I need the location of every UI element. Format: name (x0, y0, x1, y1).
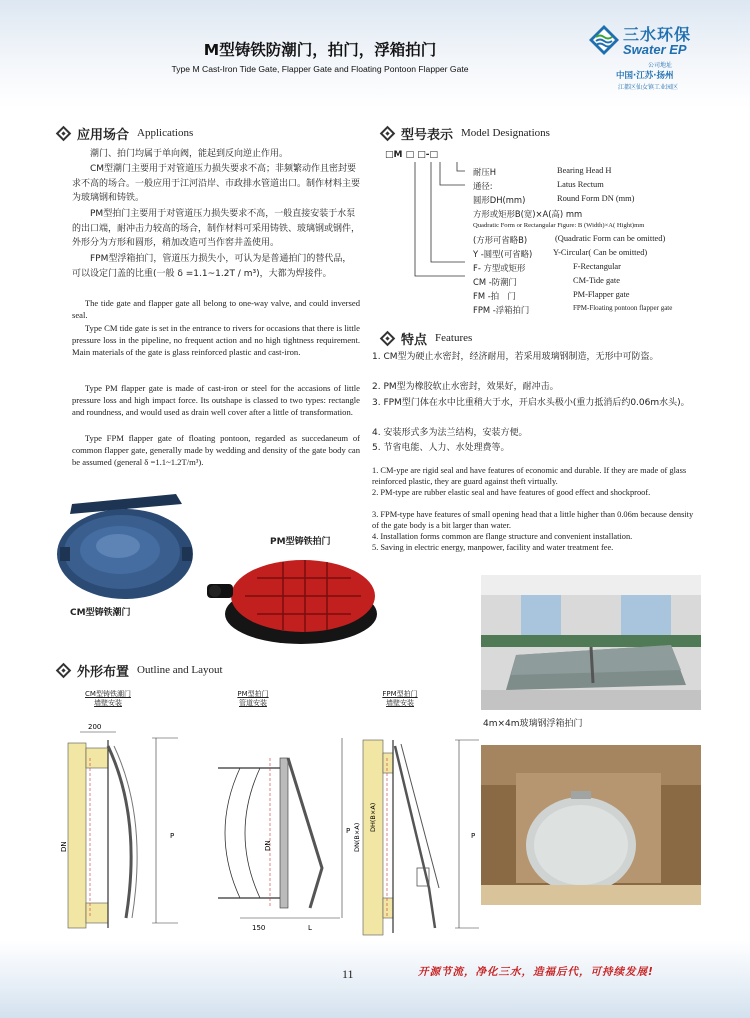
cm-dim-dn: DN (60, 841, 68, 852)
installed-gate-photo (481, 745, 701, 905)
app-para-cn-4: FPM型浮箱拍门，管道压力损失小，可认为是普通拍门的替代品，可以设定门盖的比重(一般 δ =1.1~1.2T / m³)，大都为焊接件。 (72, 254, 352, 279)
feature-en-2: 2. PM-type are rubber elastic seal and have features of good effect and shockproof. (372, 488, 651, 497)
model-row-11-cn: FPM -浮箱拍门 (473, 305, 530, 315)
frp-gate-photo (481, 575, 701, 710)
model-row-9-en: CM-Tide gate (573, 276, 620, 285)
model-code: □M □ □-□ (385, 150, 438, 160)
app-para-en-3: Type PM flapper gate is made of cast-iron or steel for the accasions of little pressure loss and high impact force. Its outshape is classed to two types: rectangle and roundness, and would used as drain well cover after a little of transformation. (72, 383, 360, 417)
drawing-2-label (213, 690, 293, 708)
feature-en-1: 1. CM-ype are rigid seal and have features of economic and durable. If they are made of glass reinforced plastic, they are guard against theft virtually. (372, 466, 687, 486)
feature-cn-3: 3. FPM型门体在水中比重稍大于水，开启水头极小(重力抵消后约0.06m水头)。 (372, 398, 690, 408)
diamond-icon (56, 662, 72, 678)
diamond-icon (56, 125, 72, 141)
pm-dim-l: L (308, 924, 312, 932)
section-title-cn: 特点 (401, 332, 428, 348)
model-row-2-en: Latus Rectum (557, 180, 604, 189)
model-row-1-cn: 耐压H (473, 167, 497, 177)
cm-gate-caption: CM型铸铁潮门 (70, 608, 131, 618)
page-subtitle: Type M Cast-Iron Tide Gate, Flapper Gate and Floating Pontoon Flapper Gate (171, 64, 469, 74)
drawing-2-title: PM型拍门 (237, 690, 269, 698)
section-title-en: Outline and Layout (137, 664, 223, 676)
logo-address-detail: 江都区仙女镇工业园区 (618, 84, 679, 91)
drawing-3-title: FPM型拍门 (382, 690, 418, 698)
model-row-6-en: (Quadratic Form can be omitted) (555, 234, 666, 243)
footer-slogan: 开源节流，净化三水，造福后代，可持续发展! (418, 966, 654, 978)
model-row-10-en: PM-Flapper gate (573, 290, 630, 299)
cm-gate-drawing (60, 718, 200, 938)
model-designation-diagram (385, 150, 715, 325)
drawing-3-subtitle: 墙壁安装 (386, 699, 414, 707)
model-row-4-cn: 方形或矩形B(宽)×A(高) mm (473, 209, 583, 219)
logo-name-cn: 三水环保 (623, 25, 692, 44)
logo-address-region: 中国·江苏·扬州 (616, 71, 674, 81)
model-row-3-cn: 圆形DH(mm) (473, 195, 526, 205)
cm-gate-photo (50, 492, 200, 607)
logo-address-label: 公司地址 (648, 62, 673, 69)
drawing-1-title: CM型铸铁潮门 (85, 690, 131, 698)
drawing-1-label (68, 690, 148, 708)
cm-dim-p: P (170, 832, 175, 840)
section-applications-heading (58, 125, 193, 141)
model-row-3-en: Round Form DN (mm) (557, 194, 635, 203)
fpm-dim-dh: DH(B×A) (369, 802, 377, 832)
logo-icon (588, 24, 620, 56)
section-title-en: Applications (137, 127, 194, 139)
app-para-cn-1: 潮门、拍门均属于单向阀，能起到反向逆止作用。 (90, 149, 289, 159)
section-title-cn: 外形布置 (77, 664, 130, 680)
fpm-gate-drawing (355, 718, 495, 938)
feature-cn-2: 2. PM型为橡胶软止水密封，效果好，耐冲击。 (372, 382, 559, 392)
app-para-cn-3: PM型拍门主要用于对管道压力损失要求不高，一般直接安装于水泵的出口端，耐冲击力较高的场合，制作材料可采用铸铁、玻璃钢或钢件，外形分为方形和圆形，稍加改造可当作窖井盖使用。 (72, 209, 361, 248)
page-title: M型铸铁防潮门，拍门，浮箱拍门 (203, 41, 437, 59)
pm-gate-caption: PM型铸铁拍门 (270, 537, 331, 547)
diamond-icon (380, 125, 396, 141)
model-row-7-en: Y-Circular( Can be omitted) (553, 248, 648, 257)
feature-en-3: 3. FPM-type have features of small opening head that a little higher than 0.06m because density of the gate body is a bit larger than water. (372, 510, 694, 530)
pm-dim-p: P (346, 827, 351, 835)
drawing-2-subtitle: 管道安装 (239, 699, 267, 707)
app-para-en-1: The tide gate and flapper gate all belong to one-way valve, and could inversed seal. (72, 298, 360, 320)
diamond-icon (380, 330, 396, 346)
section-features-heading (382, 330, 472, 346)
section-title-cn: 型号表示 (401, 127, 454, 143)
app-para-en-4: Type FPM flapper gate of floating pontoon, regarded as succedaneum of common flapper gate, generally made by wedding and density of the gate body can be assumed (general δ =1.1~1.2T/m³). (72, 433, 360, 467)
model-row-5: Quadratic Form or Rectangular Figure: B (Width)×A( Hight)mm (473, 222, 645, 229)
feature-en-5: 5. Saving in electric energy, manpower, facility and water treatment fee. (372, 543, 614, 552)
page-number: 11 (342, 967, 354, 981)
pm-gate-drawing (200, 718, 360, 938)
fpm-dim-dn: DN(B×A) (353, 822, 361, 852)
model-row-2-cn: 通径: (473, 181, 493, 191)
pm-dim-dn: DN (264, 840, 272, 851)
logo-name-en: Swater EP (623, 42, 687, 57)
feature-en-4: 4. Installation forms common are flange structure and convenient installation. (372, 532, 633, 541)
model-row-11-en: FPM-Floating pontoon flapper gate (573, 304, 673, 312)
page-footer (0, 940, 750, 1018)
model-row-1-en: Bearing Head H (557, 166, 612, 175)
company-logo (588, 22, 738, 100)
model-row-7-cn: Y -圆型(可省略) (473, 249, 533, 259)
section-title-cn: 应用场合 (77, 127, 130, 143)
model-row-9-cn: CM -防潮门 (473, 277, 517, 287)
fpm-dim-p: P (471, 832, 476, 840)
drawing-1-subtitle: 墙壁安装 (94, 699, 122, 707)
frp-gate-caption: 4m×4m玻璃钢浮箱拍门 (483, 719, 583, 729)
cm-dim-200: 200 (88, 723, 102, 731)
app-para-en-2: Type CM tide gate is set in the entrance to rivers for occasions that there is little pressure loss in the pipeline, no frequent action and no high tightness requirement. Main materials of the gate is glass reinforced plastic and cast-iron. (72, 323, 360, 357)
pm-gate-photo (205, 548, 380, 648)
section-title-en: Model Designations (461, 127, 550, 139)
drawing-3-label (360, 690, 440, 708)
pm-dim-150: 150 (252, 924, 266, 932)
model-row-8-cn: F- 方型或矩形 (473, 263, 526, 273)
section-title-en: Features (435, 332, 473, 344)
app-para-cn-2: CM型潮门主要用于对管道压力损失要求不高；非频繁动作且密封要求不高的场合。一般应用于江河沿岸、市政排水管道出口。制作材料主要为玻璃钢和铸铁。 (72, 164, 361, 203)
model-row-6-cn: (方形可省略B) (473, 235, 528, 245)
model-row-8-en: F-Rectangular (573, 262, 621, 271)
section-model-heading (382, 125, 550, 141)
feature-cn-4: 4. 安装形式多为法兰结构，安装方便。 (372, 428, 528, 438)
feature-cn-1: 1. CM型为硬止水密封，经济耐用，若采用玻璃钢制造，无形中可防盗。 (372, 352, 659, 362)
section-outline-heading (58, 662, 223, 678)
model-row-10-cn: FM -拍 门 (473, 291, 516, 301)
feature-cn-5: 5. 节省电能、人力、水处理费等。 (372, 443, 510, 453)
